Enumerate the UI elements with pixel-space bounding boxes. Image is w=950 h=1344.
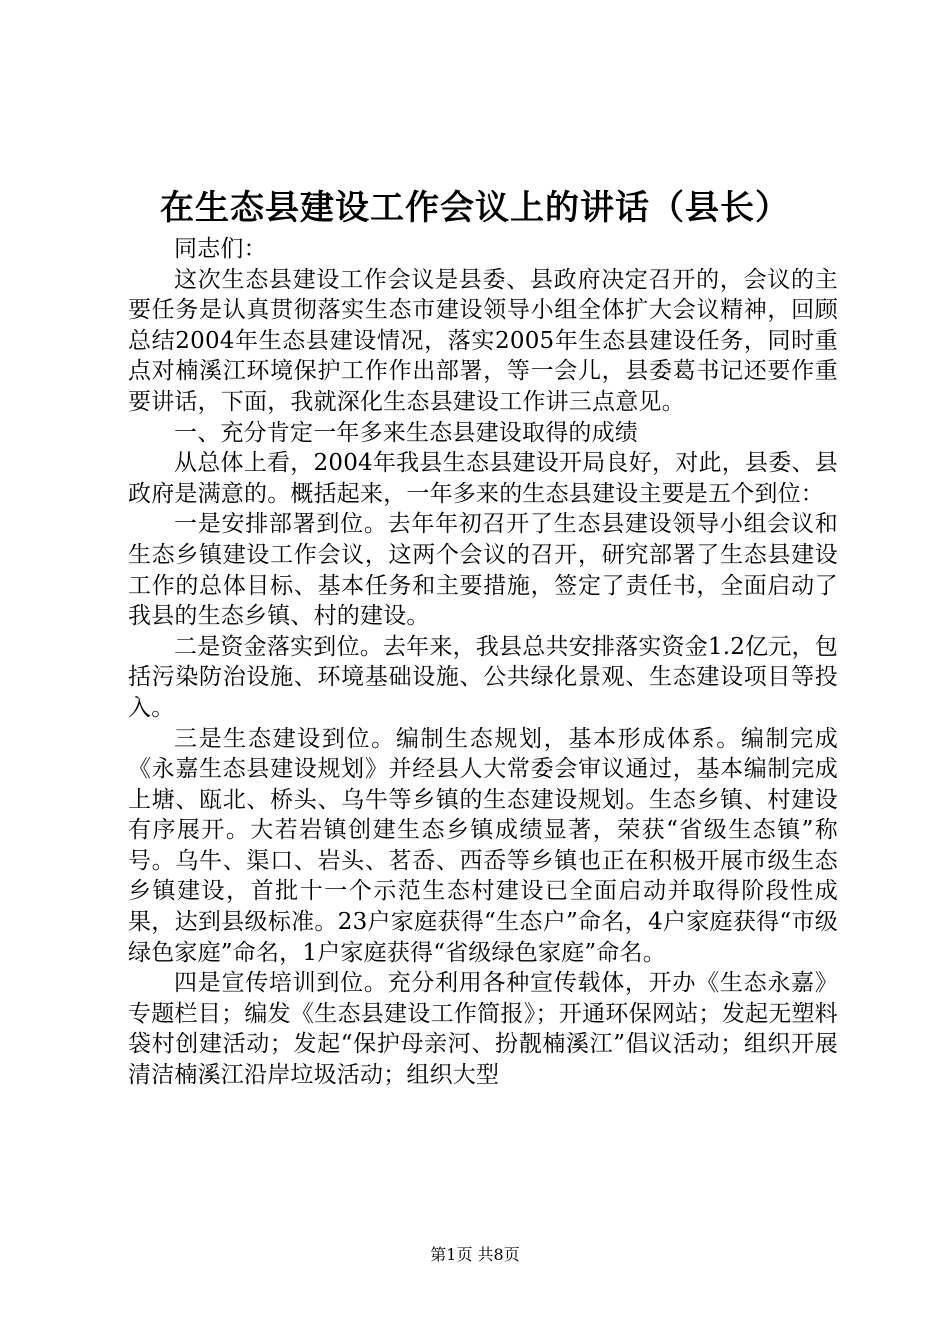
paragraph-overview: 从总体上看，2004年我县生态县建设开局良好，对此，县委、县政府是满意的。概括起来，一年多来的生态县建设主要是五个到位： <box>128 450 838 507</box>
paragraph-intro: 这次生态县建设工作会议是县委、县政府决定召开的，会议的主要任务是认真贯彻落实生态市建设领导小组全体扩大会议精神，回顾总结2004年生态县建设情况，落实2005年生态县建设任务，同时重点对楠溪江环境保护工作作出部署，等一会儿，县委葛书记还要作重要讲话，下面，我就深化生态县建设工作讲三点意见。 <box>128 266 838 415</box>
paragraph-point-1: 一是安排部署到位。去年年初召开了生态县建设领导小组会议和生态乡镇建设工作会议，这两个会议的召开，研究部署了生态县建设工作的总体目标、基本任务和主要措施，签定了责任书，全面启动了我县的生态乡镇、村的建设。 <box>128 511 838 630</box>
page-number-footer: 第1页 共8页 <box>430 1245 520 1264</box>
paragraph-point-2: 二是资金落实到位。去年来，我县总共安排落实资金1.2亿元，包括污染防治设施、环境基础设施、公共绿化景观、生态建设项目等投入。 <box>128 633 838 721</box>
paragraph-point-3: 三是生态建设到位。编制生态规划，基本形成体系。编制完成《永嘉生态县建设规划》并经县人大常委会审议通过，基本编制完成上塘、瓯北、桥头、乌牛等乡镇的生态建设规划。生态乡镇、村建设有序展开。大若岩镇创建生态乡镇成绩显著，荣获“省级生态镇”称号。乌牛、渠口、岩头、茗岙、西岙等乡镇也正在积极开展市级生态乡镇建设，首批十一个示范生态村建设已全面启动并取得阶段性成果，达到县级标准。23户家庭获得“生态户”命名，4户家庭获得“市级绿色家庭”命名，1户家庭获得“省级绿色家庭”命名。 <box>128 725 838 966</box>
paragraph-salutation: 同志们： <box>174 236 267 262</box>
section-heading: 一、充分肯定一年多来生态县建设取得的成绩 <box>174 419 638 446</box>
document-body <box>128 234 838 1091</box>
paragraph-point-4: 四是宣传培训到位。充分利用各种宣传载体，开办《生态永嘉》专题栏目；编发《生态县建设工作简报》；开通环保网站；发起无塑料袋村创建活动；发起“保护母亲河、扮靓楠溪江”倡议活动；组织开展清洁楠溪江沿岸垃圾活动；组织大型 <box>128 970 838 1089</box>
document-title: 在生态县建设工作会议上的讲话（县长） <box>160 188 790 228</box>
